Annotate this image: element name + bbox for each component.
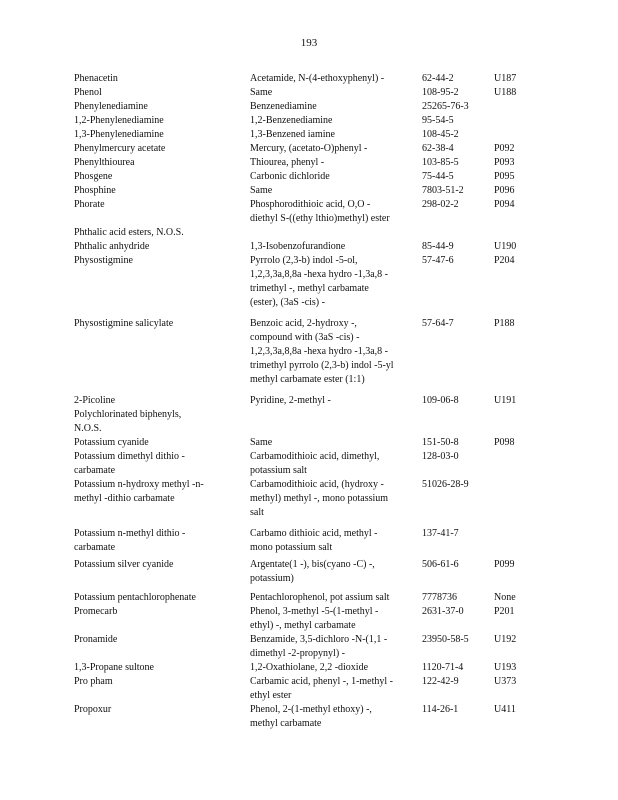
substance-name-line: Phosgene bbox=[74, 171, 113, 182]
substance-name-line: Phenylthiourea bbox=[74, 157, 135, 168]
waste-code bbox=[494, 478, 534, 520]
chemical-synonym bbox=[250, 408, 422, 436]
substance-name bbox=[74, 156, 250, 170]
table-row bbox=[74, 114, 544, 128]
substance-name bbox=[74, 703, 250, 731]
waste-code: P098 bbox=[494, 437, 515, 448]
substance-name bbox=[74, 100, 250, 114]
table-row bbox=[74, 478, 544, 520]
cas-number: 2631-37-0 bbox=[422, 606, 464, 617]
substance-name bbox=[74, 198, 250, 226]
substance-name bbox=[74, 114, 250, 128]
table-row bbox=[74, 100, 544, 114]
chemical-synonym bbox=[250, 100, 422, 114]
cas-number: 298-02-2 bbox=[422, 199, 459, 210]
waste-code: U411 bbox=[494, 704, 516, 715]
waste-code: U187 bbox=[494, 73, 517, 84]
substance-name-line: 1,3-Propane sultone bbox=[74, 662, 154, 673]
waste-code bbox=[494, 114, 534, 128]
chemical-synonym-line: methyl carbamate bbox=[250, 718, 322, 729]
cas-number: 103-85-5 bbox=[422, 157, 459, 168]
waste-code: P094 bbox=[494, 199, 515, 210]
chemical-synonym-line: Carbamic acid, phenyl -, 1-methyl - bbox=[250, 676, 394, 687]
chemical-synonym bbox=[250, 156, 422, 170]
table-row bbox=[74, 198, 544, 226]
cas-number: 122-42-9 bbox=[422, 676, 459, 687]
substance-name-line: Physostigmine salicylate bbox=[74, 318, 174, 329]
cas-number: 95-54-5 bbox=[422, 115, 454, 126]
cas-number: 62-44-2 bbox=[422, 73, 454, 84]
substance-name-line: Propoxur bbox=[74, 704, 112, 715]
substance-name-line: Phenol bbox=[74, 87, 102, 98]
chemical-synonym bbox=[250, 527, 422, 555]
table-row bbox=[74, 240, 544, 254]
table-row bbox=[74, 633, 544, 661]
substance-name-line: Pro pham bbox=[74, 676, 113, 687]
substance-name bbox=[74, 450, 250, 478]
substance-name bbox=[74, 408, 250, 436]
substance-name bbox=[74, 254, 250, 310]
cas-number: 137-41-7 bbox=[422, 528, 459, 539]
waste-code: P096 bbox=[494, 185, 515, 196]
substance-name bbox=[74, 184, 250, 198]
substance-name bbox=[74, 527, 250, 555]
waste-code: P095 bbox=[494, 171, 515, 182]
chemical-synonym-line: Benzenediamine bbox=[250, 101, 317, 112]
chemical-synonym-line: Phosphorodithioic acid, O,O - bbox=[250, 199, 371, 210]
waste-code: None bbox=[494, 592, 516, 603]
substance-name bbox=[74, 317, 250, 387]
chemical-synonym-line: Same bbox=[250, 87, 273, 98]
waste-code: U191 bbox=[494, 395, 517, 406]
table-row bbox=[74, 703, 544, 731]
chemical-synonym bbox=[250, 436, 422, 450]
page-number: 193 bbox=[300, 37, 318, 49]
substance-name-line: Potassium dimethyl dithio - bbox=[74, 451, 185, 462]
chemical-synonym bbox=[250, 703, 422, 731]
chemical-synonym bbox=[250, 114, 422, 128]
substance-name bbox=[74, 675, 250, 703]
substance-name-line: carbamate bbox=[74, 465, 116, 476]
cas-number: 57-64-7 bbox=[422, 318, 454, 329]
table-row bbox=[74, 170, 544, 184]
cas-number: 1120-71-4 bbox=[422, 662, 464, 673]
chemical-synonym-line: dimethyl -2-propynyl) - bbox=[250, 648, 345, 659]
cas-number: 25265-76-3 bbox=[422, 101, 469, 112]
table-row bbox=[74, 184, 544, 198]
cas-number: 128-03-0 bbox=[422, 451, 459, 462]
chemical-synonym-line: Phenol, 3-methyl -5-(1-methyl - bbox=[250, 606, 379, 617]
chemical-synonym-line: 1,2-Oxathiolane, 2,2 -dioxide bbox=[250, 662, 369, 673]
substance-name bbox=[74, 436, 250, 450]
substance-name-line: Potassium n-hydroxy methyl -n- bbox=[74, 479, 204, 490]
chemical-synonym bbox=[250, 478, 422, 520]
substance-name-line: methyl -dithio carbamate bbox=[74, 493, 175, 504]
substance-name-line: Promecarb bbox=[74, 606, 118, 617]
chemical-synonym bbox=[250, 128, 422, 142]
cas-number: 108-95-2 bbox=[422, 87, 459, 98]
chemical-synonym-line: ethyl) -, methyl carbamate bbox=[250, 620, 356, 631]
substance-name bbox=[74, 591, 250, 605]
table-row bbox=[74, 142, 544, 156]
substance-name bbox=[74, 633, 250, 661]
substance-name bbox=[74, 72, 250, 86]
cas-number: 7778736 bbox=[422, 592, 457, 603]
substance-name-line: Phosphine bbox=[74, 185, 116, 196]
waste-code: P204 bbox=[494, 255, 515, 266]
waste-code: U188 bbox=[494, 87, 517, 98]
substance-name-line: Phorate bbox=[74, 199, 105, 210]
substance-name-line: Potassium n-methyl dithio - bbox=[74, 528, 186, 539]
chemical-synonym bbox=[250, 72, 422, 86]
cas-number: 51026-28-9 bbox=[422, 479, 469, 490]
cas-number: 108-45-2 bbox=[422, 129, 459, 140]
chemical-synonym bbox=[250, 450, 422, 478]
chemical-synonym-line: Pyrrolo (2,3-b) indol -5-ol, bbox=[250, 255, 358, 266]
chemical-synonym-line: trimethyl pyrrolo (2,3-b) indol -5-yl bbox=[250, 360, 394, 371]
chemical-synonym-line: (ester), (3aS -cis) - bbox=[250, 297, 325, 308]
chemical-synonym-line: ethyl ester bbox=[250, 690, 292, 701]
table-row bbox=[74, 436, 544, 450]
chemical-synonym bbox=[250, 142, 422, 156]
table-row bbox=[74, 254, 544, 310]
chemical-synonym bbox=[250, 558, 422, 586]
chemical-synonym-line: Benzamide, 3,5-dichloro -N-(1,1 - bbox=[250, 634, 388, 645]
waste-code bbox=[494, 408, 534, 436]
chemical-synonym-line: 1,2-Benzenediamine bbox=[250, 115, 333, 126]
chemical-synonym-line: Acetamide, N-(4-ethoxyphenyl) - bbox=[250, 73, 385, 84]
chemical-synonym-line: trimethyl -, methyl carbamate bbox=[250, 283, 369, 294]
chemical-synonym-line: Pyridine, 2-methyl - bbox=[250, 395, 331, 406]
chemical-synonym bbox=[250, 86, 422, 100]
table-row bbox=[74, 226, 544, 240]
chemical-synonym bbox=[250, 633, 422, 661]
cas-number: 114-26-1 bbox=[422, 704, 459, 715]
table-row bbox=[74, 605, 544, 633]
cas-number: 85-44-9 bbox=[422, 241, 454, 252]
substance-name bbox=[74, 661, 250, 675]
waste-code: U373 bbox=[494, 676, 517, 687]
chemical-synonym-line: methyl carbamate ester (1:1) bbox=[250, 374, 365, 385]
chemical-synonym bbox=[250, 317, 422, 387]
cas-number: 57-47-6 bbox=[422, 255, 454, 266]
substance-name-line: Polychlorinated biphenyls, bbox=[74, 409, 182, 420]
waste-code bbox=[494, 527, 534, 555]
substance-name bbox=[74, 240, 250, 254]
substance-name-line: Potassium cyanide bbox=[74, 437, 149, 448]
chemical-synonym-line: potassium) bbox=[250, 573, 294, 584]
chemical-synonym bbox=[250, 240, 422, 254]
substance-name bbox=[74, 142, 250, 156]
table-row bbox=[74, 394, 544, 408]
chemical-synonym bbox=[250, 591, 422, 605]
chemical-synonym-line: compound with (3aS -cis) - bbox=[250, 332, 360, 343]
substance-name-line: Phenylenediamine bbox=[74, 101, 148, 112]
waste-code: P092 bbox=[494, 143, 515, 154]
table-row bbox=[74, 86, 544, 100]
substance-name-line: N.O.S. bbox=[74, 423, 102, 434]
substance-name-line: Potassium pentachlorophenate bbox=[74, 592, 196, 603]
substance-name bbox=[74, 170, 250, 184]
chemical-synonym-line: Same bbox=[250, 185, 273, 196]
cas-number: 62-38-4 bbox=[422, 143, 454, 154]
chemical-synonym-line: Mercury, (acetato-O)phenyl - bbox=[250, 143, 368, 154]
waste-code: P201 bbox=[494, 606, 515, 617]
table-row bbox=[74, 128, 544, 142]
substance-name bbox=[74, 128, 250, 142]
chemical-synonym bbox=[250, 226, 422, 240]
chemical-synonym bbox=[250, 394, 422, 408]
waste-code: P099 bbox=[494, 559, 515, 570]
substance-name-line: 2-Picoline bbox=[74, 395, 116, 406]
chemical-synonym-line: 1,2,3,3a,8,8a -hexa hydro -1,3a,8 - bbox=[250, 346, 389, 357]
table-row bbox=[74, 408, 544, 436]
chemical-synonym-line: Benzoic acid, 2-hydroxy -, bbox=[250, 318, 357, 329]
substance-name-line: Phenylmercury acetate bbox=[74, 143, 166, 154]
chemical-synonym bbox=[250, 661, 422, 675]
waste-code: U192 bbox=[494, 634, 517, 645]
chemical-synonym-line: potassium salt bbox=[250, 465, 307, 476]
table-row bbox=[74, 558, 544, 586]
chemical-synonym-line: Pentachlorophenol, pot assium salt bbox=[250, 592, 390, 603]
table-row bbox=[74, 156, 544, 170]
waste-code bbox=[494, 100, 534, 114]
waste-code bbox=[494, 226, 534, 240]
substance-name-line: 1,2-Phenylenediamine bbox=[74, 115, 164, 126]
substance-name-line: Physostigmine bbox=[74, 255, 133, 266]
substance-name bbox=[74, 558, 250, 586]
chemical-synonym bbox=[250, 254, 422, 310]
table-row bbox=[74, 675, 544, 703]
waste-code: U193 bbox=[494, 662, 517, 673]
table-row bbox=[74, 450, 544, 478]
substance-name bbox=[74, 605, 250, 633]
waste-code bbox=[494, 128, 534, 142]
chemical-synonym bbox=[250, 198, 422, 226]
waste-code: U190 bbox=[494, 241, 517, 252]
substance-name-line: carbamate bbox=[74, 542, 116, 553]
chemical-synonym-line: Thiourea, phenyl - bbox=[250, 157, 325, 168]
cas-number: 75-44-5 bbox=[422, 171, 454, 182]
substance-name-line: Pronamide bbox=[74, 634, 118, 645]
substance-name-line: Phthalic anhydride bbox=[74, 241, 150, 252]
table-row bbox=[74, 72, 544, 86]
cas-number bbox=[422, 408, 494, 436]
cas-number: 109-06-8 bbox=[422, 395, 459, 406]
chemical-synonym-line: salt bbox=[250, 507, 264, 518]
chemical-synonym-line: diethyl S-((ethy lthio)methyl) ester bbox=[250, 213, 390, 224]
chemical-synonym-line: Carbamodithioic acid, dimethyl, bbox=[250, 451, 380, 462]
chemical-synonym bbox=[250, 675, 422, 703]
chemical-synonym-line: mono potassium salt bbox=[250, 542, 333, 553]
chemical-synonym-line: Carbamodithioic acid, (hydroxy - bbox=[250, 479, 384, 490]
chemical-synonym-line: methyl) methyl -, mono potassium bbox=[250, 493, 389, 504]
waste-code: P188 bbox=[494, 318, 515, 329]
substance-name-line: Phenacetin bbox=[74, 73, 118, 84]
table-row bbox=[74, 591, 544, 605]
table-row bbox=[74, 661, 544, 675]
chemical-synonym-line: Same bbox=[250, 437, 273, 448]
substance-name bbox=[74, 394, 250, 408]
substance-name-line: 1,3-Phenylenediamine bbox=[74, 129, 164, 140]
chemical-synonym-line: 1,2,3,3a,8,8a -hexa hydro -1,3a,8 - bbox=[250, 269, 389, 280]
cas-number: 151-50-8 bbox=[422, 437, 459, 448]
chemical-table bbox=[74, 72, 544, 731]
chemical-synonym-line: Carbamo dithioic acid, methyl - bbox=[250, 528, 378, 539]
cas-number: 506-61-6 bbox=[422, 559, 459, 570]
chemical-synonym-line: Carbonic dichloride bbox=[250, 171, 330, 182]
substance-name bbox=[74, 226, 250, 240]
chemical-synonym-line: Argentate(1 -), bis(cyano -C) -, bbox=[250, 559, 375, 570]
substance-name-line: Potassium silver cyanide bbox=[74, 559, 174, 570]
table-row bbox=[74, 527, 544, 555]
chemical-synonym bbox=[250, 170, 422, 184]
chemical-synonym-line: 1,3-Isobenzofurandione bbox=[250, 241, 346, 252]
cas-number: 23950-58-5 bbox=[422, 634, 469, 645]
substance-name bbox=[74, 86, 250, 100]
chemical-synonym-line: Phenol, 2-(1-methyl ethoxy) -, bbox=[250, 704, 372, 715]
waste-code bbox=[494, 450, 534, 478]
chemical-synonym bbox=[250, 184, 422, 198]
chemical-synonym-line: 1,3-Benzened iamine bbox=[250, 129, 335, 140]
waste-code: P093 bbox=[494, 157, 515, 168]
table-row bbox=[74, 317, 544, 387]
cas-number bbox=[422, 226, 494, 240]
substance-name-line: Phthalic acid esters, N.O.S. bbox=[74, 227, 184, 238]
chemical-synonym bbox=[250, 605, 422, 633]
substance-name bbox=[74, 478, 250, 520]
cas-number: 7803-51-2 bbox=[422, 185, 464, 196]
